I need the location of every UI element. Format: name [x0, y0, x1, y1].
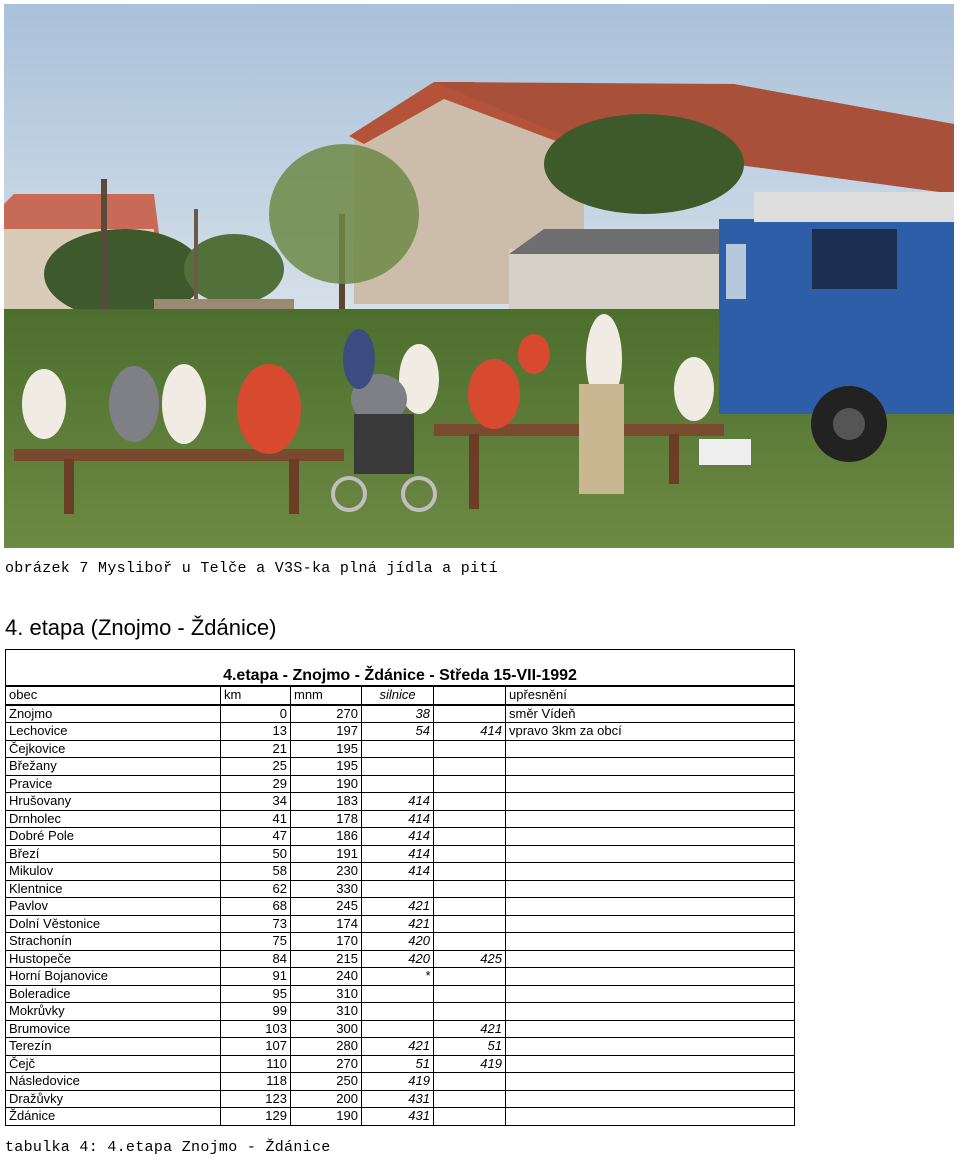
- cell-upresneni: [506, 1108, 795, 1126]
- cell-mnm: 270: [291, 1055, 362, 1073]
- table-row: [6, 985, 795, 1003]
- cell-silnice-1: 414: [362, 845, 434, 863]
- cell-km: 75: [221, 933, 291, 951]
- figure-caption: obrázek 7 Mysliboř u Telče a V3S-ka plná jídla a pití: [5, 560, 498, 577]
- cell-silnice-2: [434, 705, 506, 723]
- table-caption: tabulka 4: 4.etapa Znojmo - Ždánice: [5, 1139, 331, 1156]
- cell-mnm: 190: [291, 775, 362, 793]
- cell-obec: Břežany: [6, 758, 221, 776]
- photo-illustration: [4, 4, 954, 548]
- cell-obec: Strachonín: [6, 933, 221, 951]
- table-header-row: [6, 686, 795, 705]
- table-row: [6, 758, 795, 776]
- cell-km: 84: [221, 950, 291, 968]
- cell-upresneni: [506, 758, 795, 776]
- cell-silnice-2: [434, 828, 506, 846]
- cell-silnice-2: 425: [434, 950, 506, 968]
- header-obec: obec: [6, 686, 221, 705]
- cell-mnm: 230: [291, 863, 362, 881]
- cell-silnice-2: [434, 915, 506, 933]
- cell-mnm: 280: [291, 1038, 362, 1056]
- cell-silnice-2: [434, 793, 506, 811]
- cell-mnm: 197: [291, 723, 362, 741]
- table-row: [6, 1020, 795, 1038]
- cell-silnice-1: [362, 740, 434, 758]
- cell-km: 41: [221, 810, 291, 828]
- cell-km: 47: [221, 828, 291, 846]
- cell-mnm: 174: [291, 915, 362, 933]
- cell-silnice-1: 414: [362, 810, 434, 828]
- cell-km: 95: [221, 985, 291, 1003]
- table-row: [6, 933, 795, 951]
- cell-silnice-2: 51: [434, 1038, 506, 1056]
- cell-upresneni: [506, 1073, 795, 1091]
- cell-mnm: 195: [291, 758, 362, 776]
- cell-obec: Klentnice: [6, 880, 221, 898]
- cell-silnice-1: 414: [362, 828, 434, 846]
- cell-km: 129: [221, 1108, 291, 1126]
- cell-km: 91: [221, 968, 291, 986]
- cell-obec: Boleradice: [6, 985, 221, 1003]
- cell-mnm: 215: [291, 950, 362, 968]
- cell-mnm: 310: [291, 985, 362, 1003]
- table-row: [6, 705, 795, 723]
- cell-obec: Hrušovany: [6, 793, 221, 811]
- cell-obec: Hustopeče: [6, 950, 221, 968]
- cell-mnm: 170: [291, 933, 362, 951]
- cell-silnice-2: [434, 1003, 506, 1021]
- table-row: [6, 723, 795, 741]
- cell-obec: Následovice: [6, 1073, 221, 1091]
- cell-silnice-2: [434, 758, 506, 776]
- cell-mnm: 240: [291, 968, 362, 986]
- cell-mnm: 300: [291, 1020, 362, 1038]
- cell-silnice-2: [434, 740, 506, 758]
- cell-mnm: 195: [291, 740, 362, 758]
- cell-obec: Ždánice: [6, 1108, 221, 1126]
- cell-silnice-2: [434, 898, 506, 916]
- cell-mnm: 310: [291, 1003, 362, 1021]
- cell-silnice-2: [434, 968, 506, 986]
- cell-obec: Horní Bojanovice: [6, 968, 221, 986]
- table-row: [6, 740, 795, 758]
- cell-silnice-2: [434, 1090, 506, 1108]
- cell-upresneni: [506, 1090, 795, 1108]
- table-row: [6, 898, 795, 916]
- cell-km: 103: [221, 1020, 291, 1038]
- cell-silnice-1: 51: [362, 1055, 434, 1073]
- table-row: [6, 880, 795, 898]
- cell-obec: Znojmo: [6, 705, 221, 723]
- table-row: [6, 1073, 795, 1091]
- cell-km: 99: [221, 1003, 291, 1021]
- cell-silnice-2: 419: [434, 1055, 506, 1073]
- cell-obec: Březí: [6, 845, 221, 863]
- cell-silnice-1: 431: [362, 1090, 434, 1108]
- cell-upresneni: vpravo 3km za obcí: [506, 723, 795, 741]
- cell-silnice-1: [362, 758, 434, 776]
- cell-obec: Pravice: [6, 775, 221, 793]
- cell-km: 73: [221, 915, 291, 933]
- cell-mnm: 270: [291, 705, 362, 723]
- cell-upresneni: [506, 950, 795, 968]
- cell-km: 50: [221, 845, 291, 863]
- cell-obec: Dobré Pole: [6, 828, 221, 846]
- cell-silnice-1: 414: [362, 863, 434, 881]
- cell-upresneni: [506, 1038, 795, 1056]
- cell-km: 21: [221, 740, 291, 758]
- cell-upresneni: [506, 880, 795, 898]
- cell-silnice-2: 421: [434, 1020, 506, 1038]
- cell-obec: Čejč: [6, 1055, 221, 1073]
- table-row: [6, 810, 795, 828]
- cell-mnm: 200: [291, 1090, 362, 1108]
- cell-silnice-1: [362, 775, 434, 793]
- cell-km: 58: [221, 863, 291, 881]
- cell-obec: Brumovice: [6, 1020, 221, 1038]
- cell-silnice-1: 421: [362, 1038, 434, 1056]
- cell-obec: Dolní Věstonice: [6, 915, 221, 933]
- table-row: [6, 1108, 795, 1126]
- cell-km: 62: [221, 880, 291, 898]
- cell-obec: Dražůvky: [6, 1090, 221, 1108]
- cell-silnice-2: [434, 810, 506, 828]
- cell-upresneni: [506, 985, 795, 1003]
- stage-table: [5, 649, 795, 1126]
- cell-mnm: 183: [291, 793, 362, 811]
- cell-silnice-1: 414: [362, 793, 434, 811]
- cell-upresneni: směr Vídeň: [506, 705, 795, 723]
- cell-silnice-2: [434, 880, 506, 898]
- cell-upresneni: [506, 845, 795, 863]
- photo-myslibor: [4, 4, 954, 548]
- table-row: [6, 845, 795, 863]
- cell-obec: Mokrůvky: [6, 1003, 221, 1021]
- section-heading: 4. etapa (Znojmo - Ždánice): [5, 615, 277, 640]
- cell-silnice-2: [434, 985, 506, 1003]
- cell-km: 107: [221, 1038, 291, 1056]
- header-silnice-2: [434, 686, 506, 705]
- cell-km: 123: [221, 1090, 291, 1108]
- table-row: [6, 793, 795, 811]
- table-row: [6, 915, 795, 933]
- cell-upresneni: [506, 775, 795, 793]
- cell-silnice-1: 421: [362, 915, 434, 933]
- cell-mnm: 330: [291, 880, 362, 898]
- cell-silnice-1: [362, 880, 434, 898]
- cell-silnice-2: [434, 775, 506, 793]
- cell-obec: Mikulov: [6, 863, 221, 881]
- cell-silnice-1: 420: [362, 933, 434, 951]
- cell-upresneni: [506, 1055, 795, 1073]
- cell-mnm: 178: [291, 810, 362, 828]
- header-upresneni: upřesnění: [506, 686, 795, 705]
- cell-silnice-2: [434, 845, 506, 863]
- cell-silnice-2: 414: [434, 723, 506, 741]
- cell-upresneni: [506, 933, 795, 951]
- cell-km: 110: [221, 1055, 291, 1073]
- cell-km: 68: [221, 898, 291, 916]
- cell-obec: Lechovice: [6, 723, 221, 741]
- cell-upresneni: [506, 793, 795, 811]
- cell-silnice-1: *: [362, 968, 434, 986]
- header-silnice: silnice: [362, 686, 434, 705]
- cell-km: 118: [221, 1073, 291, 1091]
- cell-silnice-1: 54: [362, 723, 434, 741]
- table-row: [6, 968, 795, 986]
- table-row: [6, 775, 795, 793]
- cell-obec: Drnholec: [6, 810, 221, 828]
- cell-upresneni: [506, 1003, 795, 1021]
- cell-upresneni: [506, 828, 795, 846]
- cell-mnm: 186: [291, 828, 362, 846]
- cell-silnice-1: 419: [362, 1073, 434, 1091]
- cell-km: 0: [221, 705, 291, 723]
- cell-obec: Čejkovice: [6, 740, 221, 758]
- header-mnm: mnm: [291, 686, 362, 705]
- cell-upresneni: [506, 1020, 795, 1038]
- cell-silnice-2: [434, 1108, 506, 1126]
- cell-silnice-1: 420: [362, 950, 434, 968]
- table-title: 4.etapa - Znojmo - Ždánice - Středa 15-VII-1992: [6, 650, 795, 687]
- cell-obec: Terezín: [6, 1038, 221, 1056]
- cell-silnice-2: [434, 933, 506, 951]
- cell-silnice-1: [362, 1003, 434, 1021]
- cell-mnm: 190: [291, 1108, 362, 1126]
- cell-upresneni: [506, 740, 795, 758]
- cell-silnice-1: 421: [362, 898, 434, 916]
- cell-km: 34: [221, 793, 291, 811]
- cell-silnice-2: [434, 863, 506, 881]
- table-row: [6, 1055, 795, 1073]
- header-km: km: [221, 686, 291, 705]
- cell-km: 29: [221, 775, 291, 793]
- cell-silnice-1: 38: [362, 705, 434, 723]
- cell-upresneni: [506, 915, 795, 933]
- cell-silnice-1: [362, 1020, 434, 1038]
- cell-upresneni: [506, 863, 795, 881]
- table-row: [6, 950, 795, 968]
- table-row: [6, 828, 795, 846]
- cell-mnm: 191: [291, 845, 362, 863]
- cell-upresneni: [506, 968, 795, 986]
- cell-mnm: 250: [291, 1073, 362, 1091]
- cell-upresneni: [506, 898, 795, 916]
- cell-km: 25: [221, 758, 291, 776]
- cell-km: 13: [221, 723, 291, 741]
- cell-mnm: 245: [291, 898, 362, 916]
- table-row: [6, 1038, 795, 1056]
- table-row: [6, 863, 795, 881]
- table-title-row: [6, 650, 795, 687]
- cell-silnice-1: 431: [362, 1108, 434, 1126]
- table-row: [6, 1090, 795, 1108]
- cell-silnice-1: [362, 985, 434, 1003]
- cell-upresneni: [506, 810, 795, 828]
- table-row: [6, 1003, 795, 1021]
- cell-obec: Pavlov: [6, 898, 221, 916]
- cell-silnice-2: [434, 1073, 506, 1091]
